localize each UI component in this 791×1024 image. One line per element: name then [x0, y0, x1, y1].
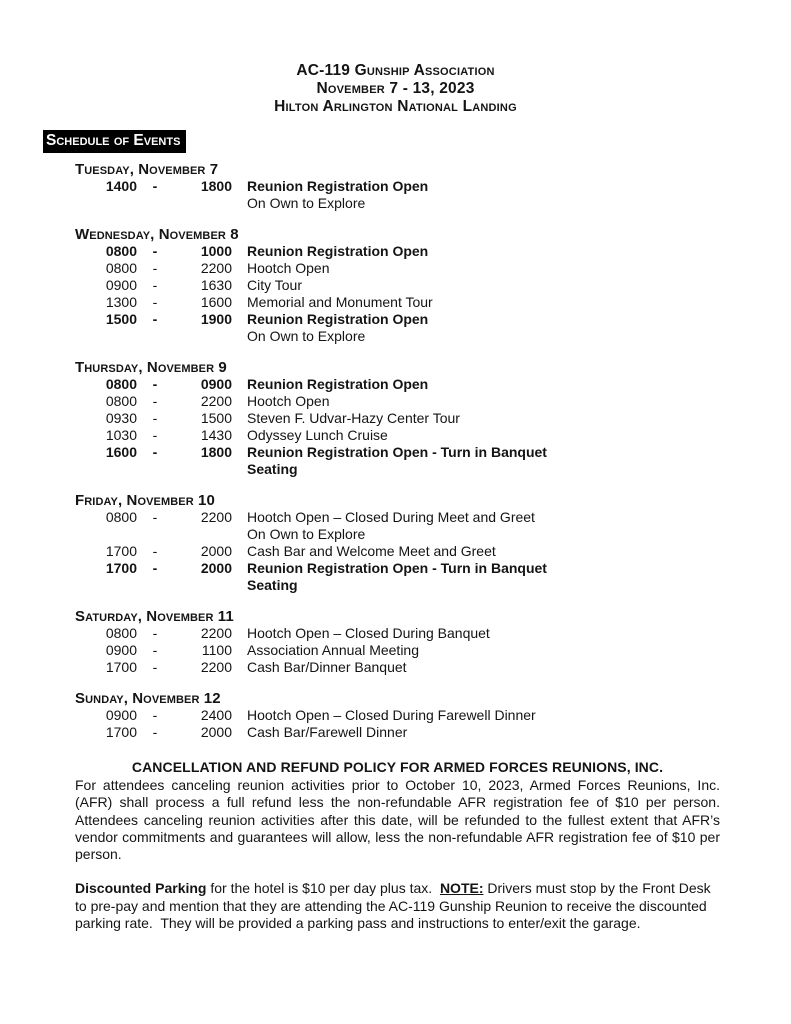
end-time: 0900: [200, 376, 232, 392]
start-time: 0800: [105, 376, 137, 392]
event-line: Seating: [247, 577, 298, 593]
event-line: Reunion Registration Open - Turn in Banquet: [247, 560, 547, 576]
start-time: 0900: [105, 277, 137, 293]
time-separator: -: [152, 707, 158, 723]
event-line: On Own to Explore: [247, 328, 366, 344]
header-venue: Hilton Arlington National Landing: [274, 98, 517, 115]
event-line: Hootch Open: [247, 260, 330, 276]
event-description: [232, 376, 720, 393]
policy-body: For attendees canceling reunion activities prior to October 10, 2023, Armed Forces Reunions, Inc. (AFR) shall process a full refund less the non-refundable AFR registration fee of $10 per person. Attendees canceling reunion activities after this date, will be refunded to the fullest extent that AFR’s vendor commitments and guarantees will allow, less the non-refundable AFR registration fee of $10 per person.: [75, 777, 720, 863]
end-time: 2000: [200, 724, 232, 740]
start-time: 1030: [105, 427, 137, 443]
event-line: Reunion Registration Open: [247, 311, 429, 327]
event-line: On Own to Explore: [247, 195, 366, 211]
start-time: 1700: [105, 543, 137, 559]
event-description: [232, 625, 720, 642]
day-section-tuesday: [75, 161, 720, 212]
start-time: [75, 195, 137, 212]
time-separator: [137, 328, 173, 345]
event-description: [232, 178, 720, 195]
end-time: 2200: [200, 509, 232, 525]
end-time: 2400: [200, 707, 232, 723]
end-time: 1500: [200, 410, 232, 426]
event-line: Odyssey Lunch Cruise: [247, 427, 388, 443]
end-time: 2000: [200, 560, 232, 576]
start-time: 0800: [105, 260, 137, 276]
time-separator: -: [152, 444, 158, 460]
header-date-range: November 7 - 13, 2023: [316, 80, 475, 97]
event-line: City Tour: [247, 277, 302, 293]
end-time: 2200: [200, 625, 232, 641]
time-separator: -: [152, 560, 158, 576]
time-separator: -: [152, 509, 158, 525]
start-time: 0800: [105, 625, 137, 641]
event-description: [232, 659, 720, 676]
time-separator: -: [152, 642, 158, 658]
time-separator: -: [152, 376, 158, 392]
start-time: 1700: [105, 560, 137, 576]
schedule-row: [75, 707, 720, 724]
end-time: 1800: [200, 444, 232, 460]
end-time: 1800: [200, 178, 232, 194]
time-separator: -: [152, 260, 158, 276]
schedule-row: [75, 311, 720, 328]
day-section-friday: [75, 492, 720, 594]
end-time: [173, 328, 232, 345]
day-section-wednesday: [75, 226, 720, 345]
event-description: [232, 410, 720, 427]
schedule-row: [75, 277, 720, 294]
start-time: 0930: [105, 410, 137, 426]
schedule-label-wrap: [43, 130, 791, 153]
event-line: Hootch Open – Closed During Meet and Greet: [247, 509, 535, 525]
event-description: [232, 560, 720, 594]
start-time: 1300: [105, 294, 137, 310]
time-separator: [137, 195, 173, 212]
event-line: Cash Bar/Dinner Banquet: [247, 659, 407, 675]
parking-rest-text: Drivers must stop by the Front Desk to pre-pay and mention that they are attending the AC-119 Gunship Reunion to receive the discounted parking rate. They will be provided a parking pass and instructions to enter/exit the garage.: [75, 880, 715, 932]
time-separator: -: [152, 625, 158, 641]
schedule-row: [75, 195, 720, 212]
time-separator: -: [152, 410, 158, 426]
schedule-row: [75, 178, 720, 195]
event-description: [232, 311, 720, 328]
parking-mid-text: for the hotel is $10 per day plus tax.: [206, 880, 440, 897]
day-heading: Saturday, November 11: [75, 608, 234, 625]
event-description: [232, 642, 720, 659]
schedule-row: [75, 543, 720, 560]
schedule-row: [75, 328, 720, 345]
time-separator: -: [152, 178, 158, 194]
schedule-row: [75, 509, 720, 543]
schedule-row: [75, 659, 720, 676]
event-line: Reunion Registration Open - Turn in Banquet: [247, 444, 547, 460]
parking-lead: Discounted Parking: [75, 880, 207, 897]
end-time: 2200: [200, 659, 232, 675]
end-time: 2200: [200, 393, 232, 409]
parking-note-label: NOTE:: [439, 880, 484, 897]
event-line: Memorial and Monument Tour: [247, 294, 433, 310]
event-description: [232, 294, 720, 311]
event-description: [232, 243, 720, 260]
start-time: 0900: [105, 642, 137, 658]
event-description: [232, 427, 720, 444]
end-time: 1600: [200, 294, 232, 310]
event-description: [232, 195, 720, 212]
event-description: [232, 707, 720, 724]
day-heading: Thursday, November 9: [75, 359, 227, 376]
time-separator: -: [152, 393, 158, 409]
event-line: Hootch Open – Closed During Farewell Dinner: [247, 707, 536, 723]
schedule-row: [75, 294, 720, 311]
event-line: Reunion Registration Open: [247, 178, 429, 194]
start-time: 0800: [105, 243, 137, 259]
schedule-content: [75, 161, 720, 932]
event-line: Hootch Open: [247, 393, 330, 409]
document-header: [0, 0, 791, 116]
day-heading: Friday, November 10: [75, 492, 215, 509]
schedule-row: [75, 243, 720, 260]
start-time: 0800: [105, 509, 137, 525]
schedule-row: [75, 260, 720, 277]
header-association-name: AC-119 Gunship Association: [296, 62, 495, 79]
event-line: Steven F. Udvar-Hazy Center Tour: [247, 410, 460, 426]
time-separator: -: [152, 724, 158, 740]
start-time: 1700: [105, 724, 137, 740]
start-time: 0900: [105, 707, 137, 723]
event-description: [232, 328, 720, 345]
schedule-row: [75, 410, 720, 427]
event-line: Hootch Open – Closed During Banquet: [247, 625, 490, 641]
schedule-row: [75, 444, 720, 478]
start-time: 1400: [105, 178, 137, 194]
event-description: [232, 260, 720, 277]
event-line: On Own to Explore: [247, 526, 366, 542]
time-separator: -: [152, 543, 158, 559]
cancellation-policy-section: [75, 759, 720, 863]
schedule-row: [75, 376, 720, 393]
day-section-sunday: [75, 690, 720, 741]
end-time: 2200: [200, 260, 232, 276]
schedule-row: [75, 625, 720, 642]
time-separator: -: [152, 243, 158, 259]
event-description: [232, 543, 720, 560]
schedule-row: [75, 724, 720, 741]
day-section-saturday: [75, 608, 720, 676]
start-time: 1700: [105, 659, 137, 675]
event-description: [232, 444, 720, 478]
day-section-thursday: [75, 359, 720, 478]
end-time: 1900: [200, 311, 232, 327]
parking-paragraph: [75, 880, 720, 932]
end-time: 1100: [201, 642, 232, 658]
event-line: Seating: [247, 461, 298, 477]
event-line: Cash Bar and Welcome Meet and Greet: [247, 543, 496, 559]
schedule-row: [75, 560, 720, 594]
schedule-of-events-label: Schedule of Events: [43, 130, 186, 153]
time-separator: -: [152, 659, 158, 675]
start-time: 1600: [105, 444, 137, 460]
policy-title: CANCELLATION AND REFUND POLICY FOR ARMED FORCES REUNIONS, INC.: [131, 759, 664, 775]
event-description: [232, 509, 720, 543]
end-time: 2000: [200, 543, 232, 559]
schedule-row: [75, 427, 720, 444]
end-time: 1000: [200, 243, 232, 259]
event-line: Association Annual Meeting: [247, 642, 419, 658]
schedule-row: [75, 393, 720, 410]
time-separator: -: [152, 294, 158, 310]
time-separator: -: [152, 311, 158, 327]
event-description: [232, 277, 720, 294]
end-time: 1630: [200, 277, 232, 293]
end-time: 1430: [200, 427, 232, 443]
time-separator: -: [152, 427, 158, 443]
event-description: [232, 393, 720, 410]
event-line: Cash Bar/Farewell Dinner: [247, 724, 408, 740]
time-separator: -: [152, 277, 158, 293]
schedule-row: [75, 642, 720, 659]
day-heading: Wednesday, November 8: [75, 226, 239, 243]
start-time: 1500: [105, 311, 137, 327]
day-heading: Sunday, November 12: [75, 690, 221, 707]
start-time: 0800: [105, 393, 137, 409]
event-line: Reunion Registration Open: [247, 376, 429, 392]
start-time: [75, 328, 137, 345]
end-time: [173, 195, 232, 212]
day-heading: Tuesday, November 7: [75, 161, 219, 178]
event-description: [232, 724, 720, 741]
event-line: Reunion Registration Open: [247, 243, 429, 259]
